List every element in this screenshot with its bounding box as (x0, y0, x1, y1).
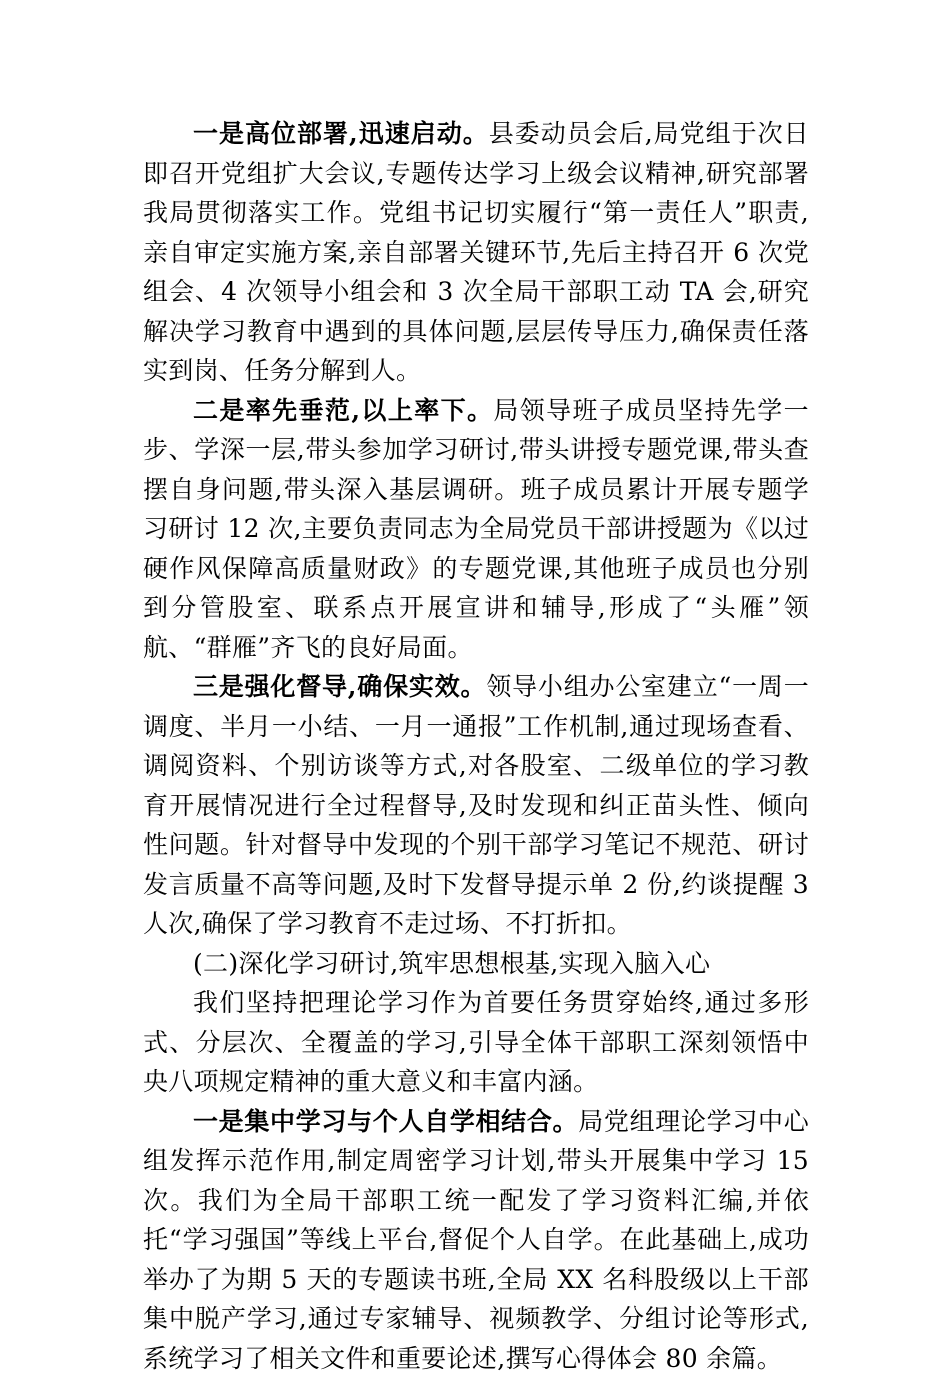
paragraph-high-level-deployment (143, 114, 809, 391)
paragraph-text: 局党组理论学习中心组发挥示范作用,制定周密学习计划,带头开展集中学习 15 次。我们为全局干部职工统一配发了学习资料汇编,并依托“学习强国”等线上平台,督促个人自学。在此基础上,成功举办了为期 5 天的专题读书班,全局 XX 名科股级以上干部集中脱产学习,通过专家辅导、视频教学、分组讨论等形式,系统学习了相关文件和重要论述,撰写心得体会 80 余篇。 (143, 1107, 809, 1373)
paragraph-lead: 二是率先垂范,以上率下。 (193, 396, 493, 425)
paragraph-centralized-study (143, 1102, 809, 1378)
paragraph-text: 局领导班子成员坚持先学一步、学深一层,带头参加学习研讨,带头讲授专题党课,带头查摆自身问题,带头深入基层调研。班子成员累计开展专题学习研讨 12 次,主要负责同志为全局党员干部讲授题为《以过硬作风保障高质量财政》的专题党课,其他班子成员也分别到分管股室、联系点开展宣讲和辅导,形成了“头雁”领航、“群雁”齐飞的良好局面。 (143, 396, 809, 662)
paragraph-text: 我们坚持把理论学习作为首要任务贯穿始终,通过多形式、分层次、全覆盖的学习,引导全体干部职工深刻领悟中央八项规定精神的重大意义和丰富内涵。 (143, 988, 809, 1096)
paragraph-text: 领导小组办公室建立“一周一调度、半月一小结、一月一通报”工作机制,通过现场查看、调阅资料、个别访谈等方式,对各股室、二级单位的学习教育开展情况进行全过程督导,及时发现和纠正苗头性、倾向性问题。针对督导中发现的个别干部学习笔记不规范、研讨发言质量不高等问题,及时下发督导提示单 2 份,约谈提醒 3 人次,确保了学习教育不走过场、不打折扣。 (143, 672, 809, 938)
paragraph-lead: 一是高位部署,迅速启动。 (193, 119, 489, 148)
paragraph-text: 县委动员会后,局党组于次日即召开党组扩大会议,专题传达学习上级会议精神,研究部署我局贯彻落实工作。党组书记切实履行“第一责任人”职责,亲自审定实施方案,亲自部署关键环节,先后主持召开 6 次党组会、4 次领导小组会和 3 次全局干部职工动 TA 会,研究解决学习教育中遇到的具体问题,层层传导压力,确保责任落实到岗、任务分解到人。 (143, 119, 809, 385)
document-body (143, 114, 809, 1378)
section-heading-text: (二)深化学习研讨,筑牢思想根基,实现入脑入心 (193, 949, 710, 978)
paragraph-strengthen-supervision (143, 667, 809, 944)
section-heading (143, 944, 809, 984)
paragraph-lead: 三是强化督导,确保实效。 (193, 672, 486, 701)
paragraph-theory-study (143, 983, 809, 1102)
paragraph-lead-by-example (143, 391, 809, 668)
paragraph-lead: 一是集中学习与个人自学相结合。 (193, 1107, 578, 1136)
